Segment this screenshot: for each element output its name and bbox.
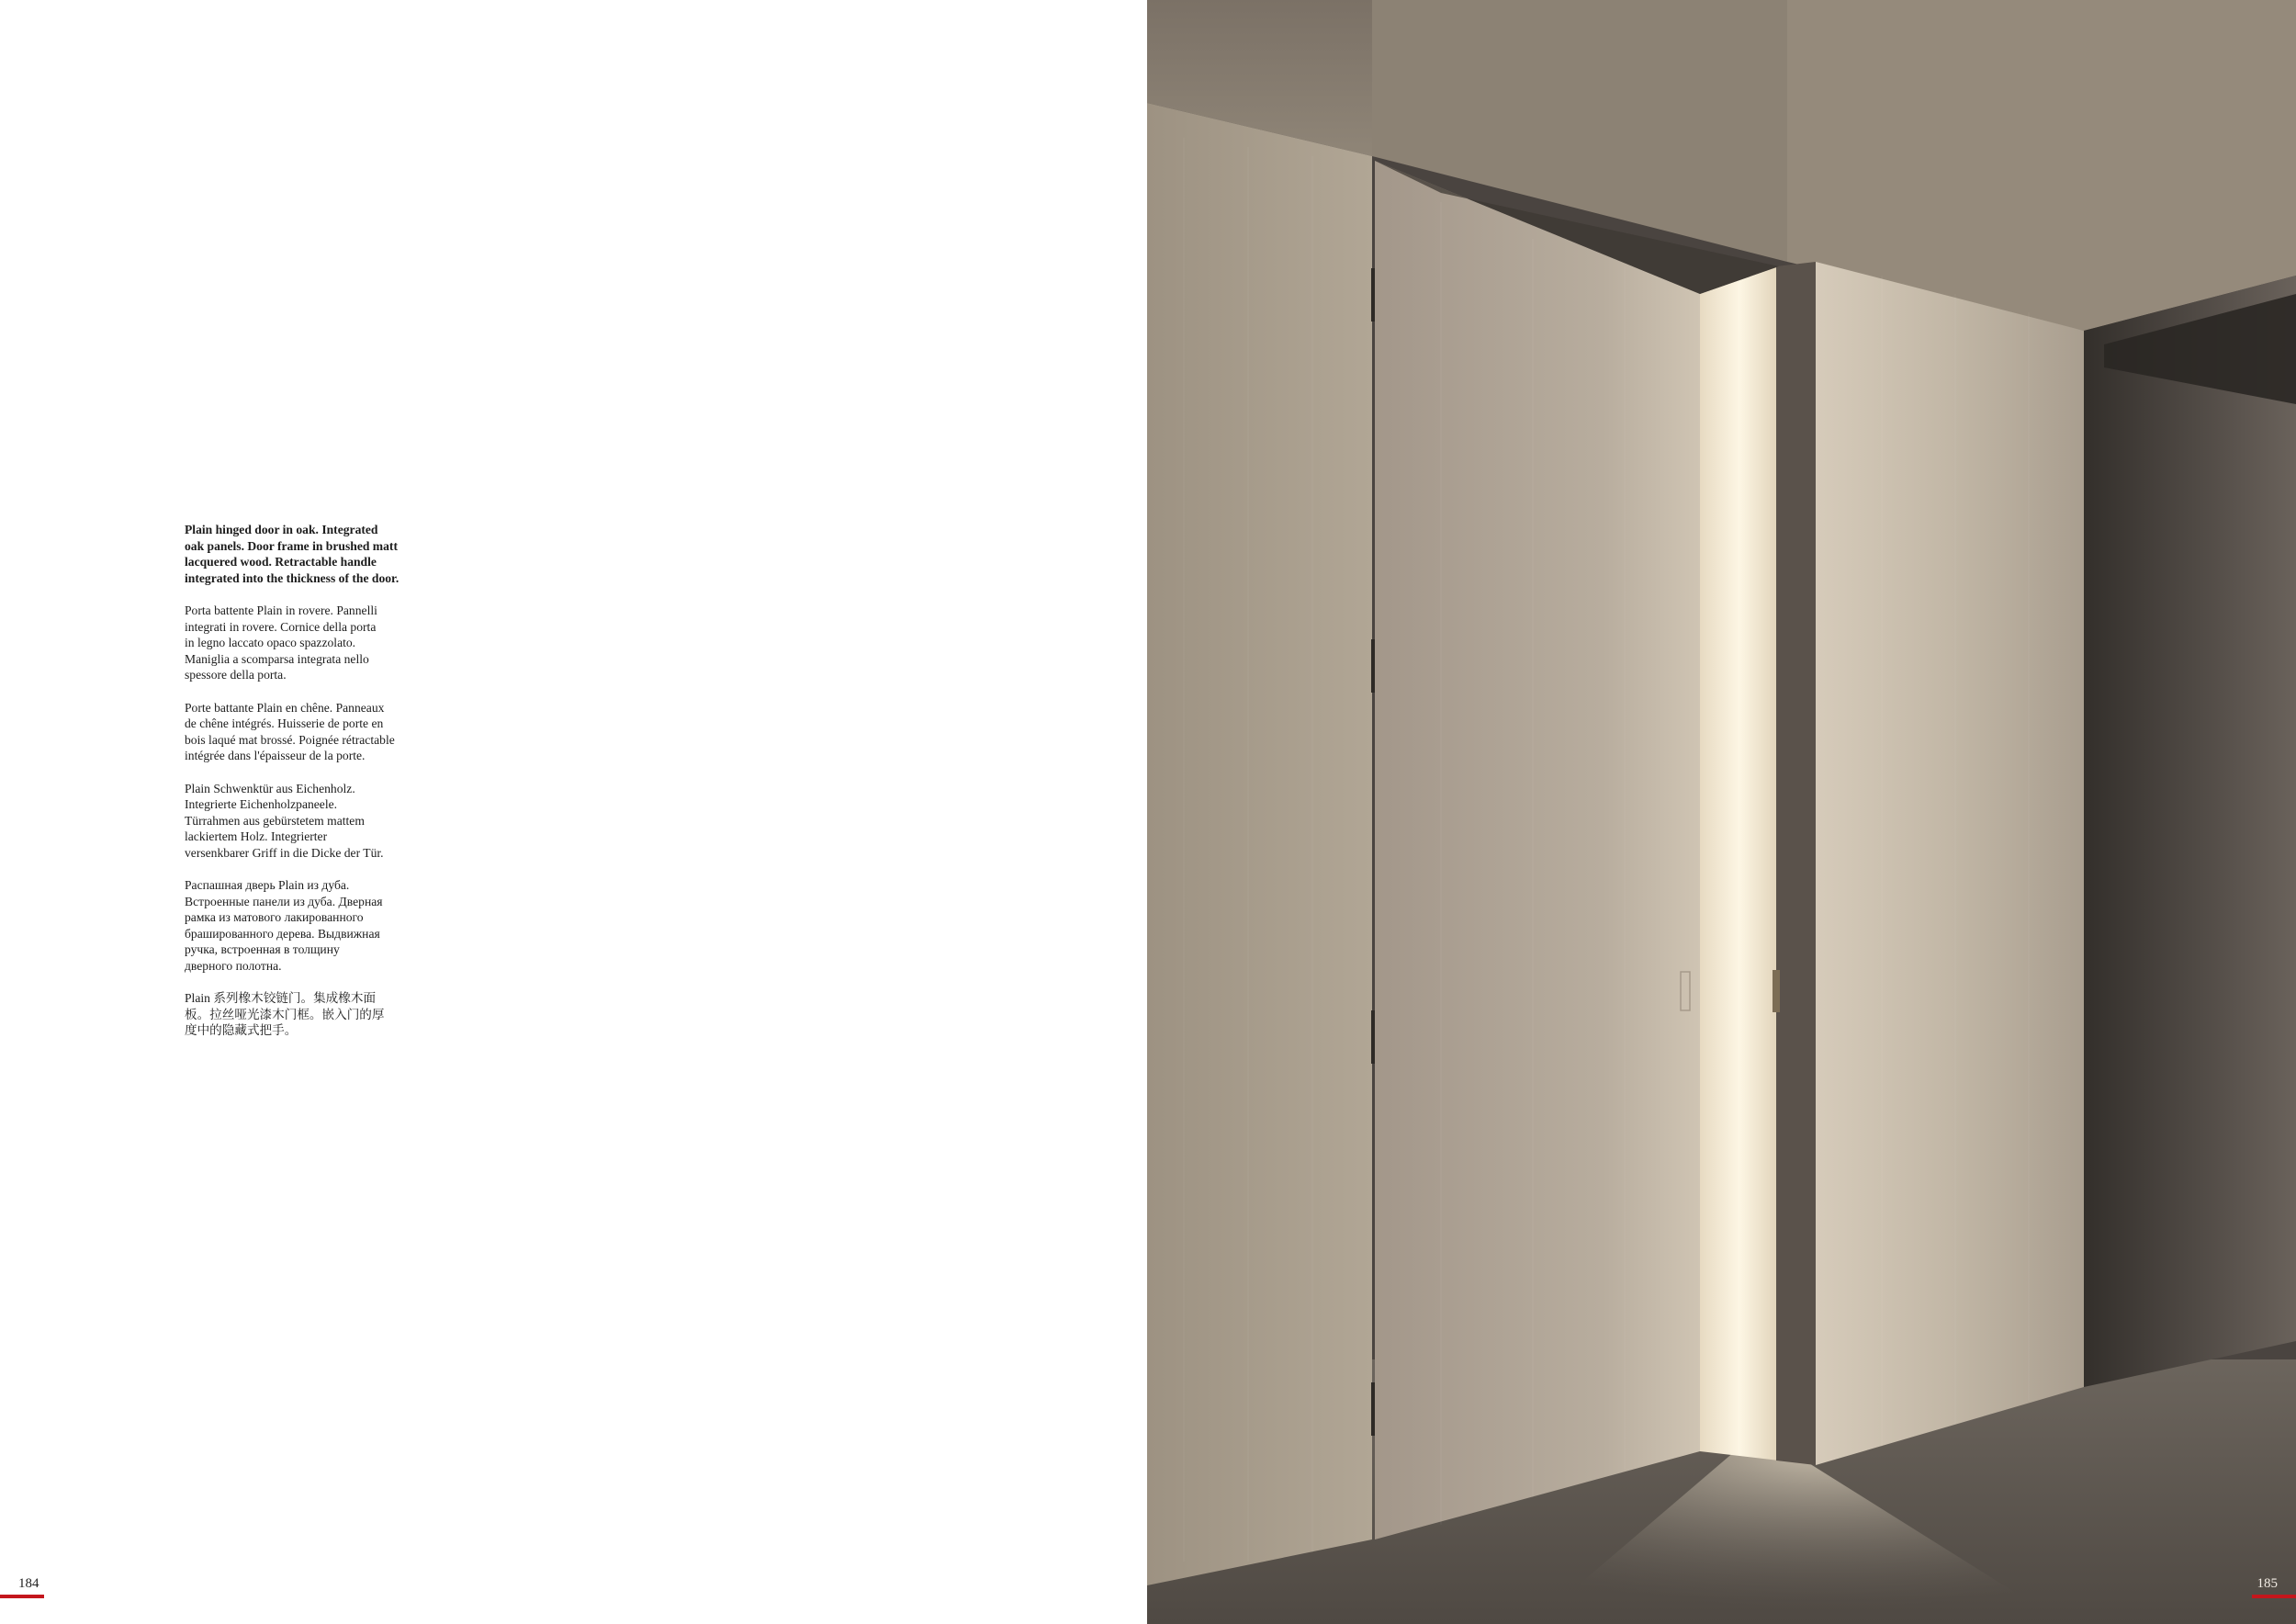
hinge-bottom — [1371, 1382, 1375, 1436]
caption-german: Plain Schwenktür aus Eichenholz. Integrierte Eichenholzpaneele. Türrahmen aus gebürstetem mattem lackiertem Holz. Integrierter versenkbarer Griff in die Dicke der Tür. — [185, 781, 384, 860]
door-photo — [1147, 0, 2296, 1624]
dark-corridor — [2084, 276, 2296, 1387]
caption-english: Plain hinged door in oak. Integrated oak panels. Door frame in brushed matt lacquered wood. Retractable handle integrated into the thickness of the door. — [185, 523, 400, 585]
left-page — [0, 0, 1147, 1624]
page-number-left: 184 — [18, 1576, 39, 1591]
door-leaf — [1375, 161, 1700, 1539]
page-number-right: 185 — [2257, 1576, 2278, 1591]
caption-block — [185, 522, 423, 1055]
door-gap-light — [1700, 266, 1779, 1460]
page-marker-left — [0, 1595, 44, 1598]
hinge-middle-upper — [1371, 639, 1375, 693]
hinge-top — [1371, 268, 1375, 321]
page-marker-right — [2252, 1595, 2296, 1598]
frame-handle — [1773, 970, 1780, 1012]
caption-chinese: Plain 系列橡木铰链门。集成橡木面 板。拉丝哑光漆木门框。嵌入门的厚 度中的隐藏式把手。 — [185, 991, 385, 1038]
caption-french: Porte battante Plain en chêne. Panneaux de chêne intégrés. Huisserie de porte en bois laqué mat brossé. Poignée rétractable intégrée dans l'épaisseur de la porte. — [185, 700, 395, 763]
door-frame — [1776, 262, 1816, 1465]
left-wall-panel — [1147, 103, 1372, 1585]
caption-italian: Porta battente Plain in rovere. Pannelli integrati in rovere. Cornice della porta in legno laccato opaco spazzolato. Maniglia a scomparsa integrata nello spessore della porta. — [185, 603, 377, 682]
right-wall-panel — [1816, 262, 2084, 1465]
caption-russian: Распашная дверь Plain из дуба. Встроенные панели из дуба. Дверная рамка из матового лакированного брашированного дерева. Выдвижная ручка, встроенная в толщину дверного полотна. — [185, 878, 383, 974]
hinge-middle-lower — [1371, 1010, 1375, 1064]
